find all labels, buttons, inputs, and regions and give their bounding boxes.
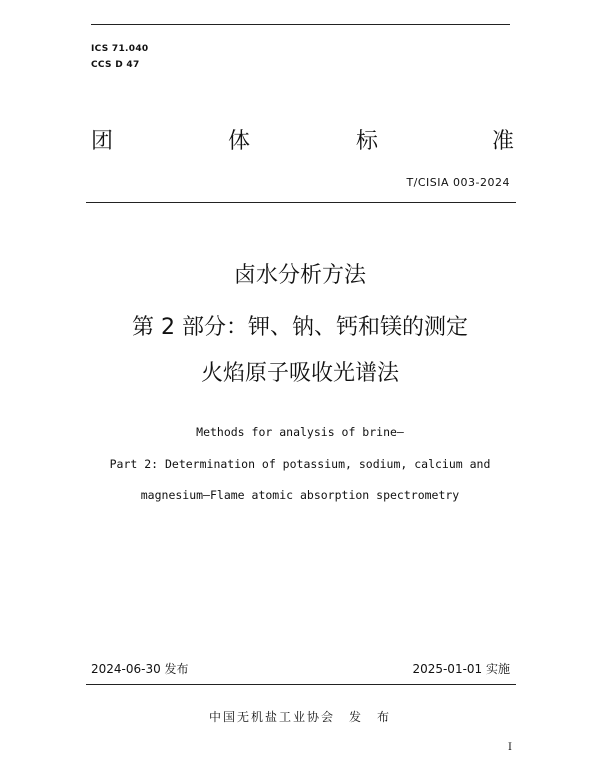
title-en-line-1: Methods for analysis of brine—: [196, 425, 404, 439]
ics-code: ICS 71.040: [91, 44, 149, 54]
ccs-code: CCS D 47: [91, 60, 140, 70]
standard-type-char-4: 准: [492, 129, 515, 154]
issue-date: 2024-06-30 发布: [91, 662, 189, 676]
title-en-line-2: Part 2: Determination of potassium, sodium, calcium and: [109, 457, 491, 471]
page-number: I: [508, 742, 512, 753]
title-zh-line-2: 第 2 部分：钾、钠、钙和镁的测定: [132, 315, 468, 340]
footer-rule: [86, 684, 516, 685]
title-en-line-3: magnesium—Flame atomic absorption spectrometry: [140, 488, 460, 502]
implement-date: 2025-01-01 实施: [412, 662, 510, 676]
header-rule: [86, 202, 516, 203]
top-rule: [91, 24, 510, 25]
title-zh-line-1: 卤水分析方法: [233, 263, 366, 288]
title-zh-line-3: 火焰原子吸收光谱法: [200, 361, 399, 386]
standard-type-char-2: 体: [228, 129, 251, 154]
standard-type-char-3: 标: [356, 129, 379, 154]
standard-type-char-1: 团: [91, 129, 114, 154]
standard-number: T/CISIA 003-2024: [406, 176, 510, 189]
publisher: 中国无机盐工业协会 发 布: [208, 710, 391, 724]
